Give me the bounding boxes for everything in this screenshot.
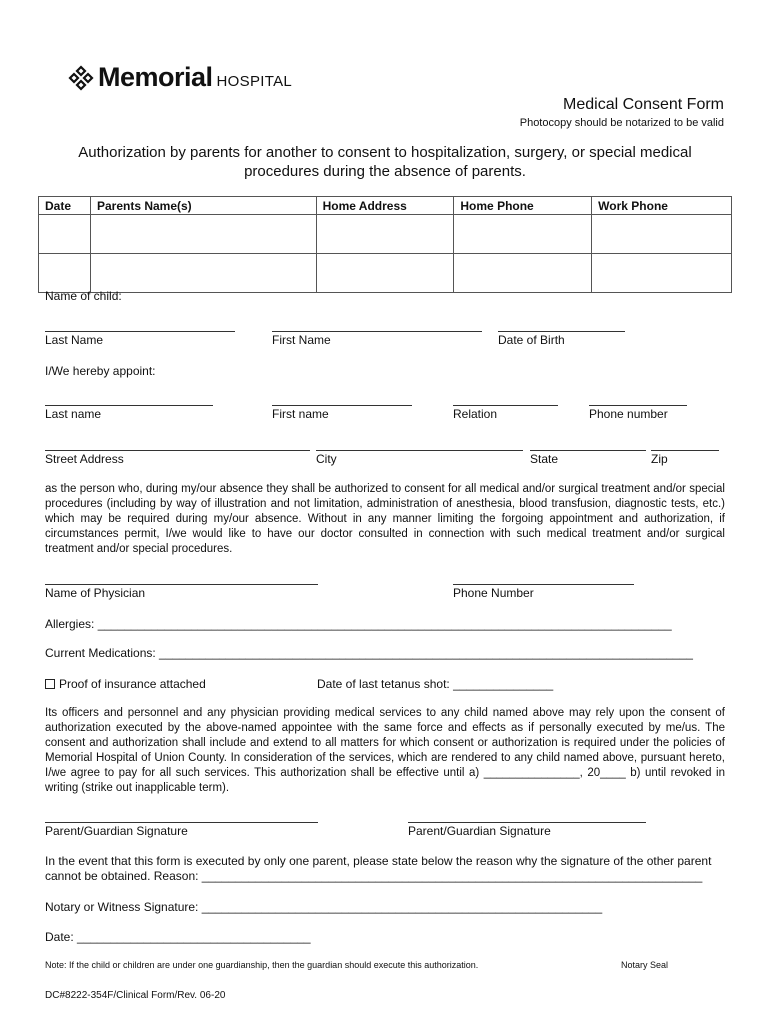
notary-signature-field[interactable]: Notary or Witness Signature: ____________________________________________________________ — [45, 900, 603, 914]
parent-signature-1-label: Parent/Guardian Signature — [45, 824, 188, 838]
insurance-checkbox[interactable] — [45, 679, 55, 689]
zip-label: Zip — [651, 452, 668, 466]
appointee-phone-field[interactable] — [589, 405, 687, 406]
appointee-phone-label: Phone number — [589, 407, 668, 421]
cell-input[interactable] — [454, 254, 592, 293]
cell-input[interactable] — [39, 215, 91, 254]
child-dob-field[interactable] — [498, 331, 625, 332]
consent-paragraph: Its officers and personnel and any physician providing medical services to any child named above may rely upon the consent of authorization executed by the above-named appointee with the same force and effects as if personally executed by me/us. The consent and authorization shall include and extend to all matters for which consent or authorization is required under the policies of Memorial Hospital of Union County. In consideration of the services, which are rendered to any child named above, pursuant hereto, I/we agree to pay for all such services. This authorization shall be effective until a) _______________, 20____ b) until revoked in writing (strike out inapplicable term). — [45, 707, 725, 794]
physician-phone-field[interactable] — [453, 584, 634, 585]
col-home-phone: Home Phone — [454, 197, 592, 215]
child-last-name-label: Last Name — [45, 333, 104, 347]
cell-input[interactable] — [592, 254, 732, 293]
city-label: City — [316, 452, 337, 466]
col-work-phone: Work Phone — [592, 197, 732, 215]
zip-field[interactable] — [651, 450, 719, 451]
hospital-logo — [68, 62, 292, 93]
logo-sub-text: HOSPITAL — [216, 72, 293, 90]
child-first-name-label: First Name — [272, 333, 331, 347]
insurance-label: Proof of insurance attached — [59, 677, 206, 691]
child-heading: Name of child: — [45, 289, 122, 303]
city-field[interactable] — [316, 450, 523, 451]
appointee-last-name-field[interactable] — [45, 405, 213, 406]
physician-name-field[interactable] — [45, 584, 318, 585]
insurance-checkbox-row[interactable] — [45, 677, 206, 691]
notary-seal-label: Notary Seal — [621, 960, 669, 970]
child-first-name-field[interactable] — [272, 331, 482, 332]
child-last-name-field[interactable] — [45, 331, 235, 332]
table-header-row — [39, 197, 732, 215]
parents-table — [38, 196, 732, 293]
parent-signature-2-label: Parent/Guardian Signature — [408, 824, 551, 838]
physician-phone-label: Phone Number — [453, 586, 534, 600]
cell-input[interactable] — [316, 254, 454, 293]
form-footer-code: DC#8222-354F/Clinical Form/Rev. 06-20 — [45, 990, 226, 1001]
appointee-first-name-label: First name — [272, 407, 329, 421]
guardianship-note: Note: If the child or children are under one guardianship, then the guardian should execute this authorization. — [45, 960, 479, 970]
authorization-paragraph: as the person who, during my/our absence they shall be authorized to consent for all medical and/or surgical treatment and/or special procedures (including by way of illustration and not limitation, administration of anesthesia, blood transfusion, diagnostic tests, etc.) which may be required during my/our absence. Without in any manner limiting the forgoing appointment and authorization, if circumstances permit, I/we would like to have our doctor consulted in connection with such medical treatment and/or surgical treatment and/or special procedures. — [45, 483, 725, 555]
logo-main-text: Memorial — [98, 62, 213, 92]
cell-input[interactable] — [39, 254, 91, 293]
state-label: State — [530, 452, 559, 466]
form-title: Medical Consent Form — [563, 96, 724, 113]
allergies-field[interactable]: Allergies: ______________________________________________________________________________________ — [45, 617, 672, 631]
form-subtitle: Photocopy should be notarized to be valid — [519, 117, 724, 129]
physician-name-label: Name of Physician — [45, 586, 146, 600]
table-row — [39, 215, 732, 254]
appointee-first-name-field[interactable] — [272, 405, 412, 406]
appoint-heading: I/We hereby appoint: — [45, 364, 156, 378]
hospital-logo-icon — [68, 65, 94, 91]
cell-input[interactable] — [316, 215, 454, 254]
medications-field[interactable]: Current Medications: ________________________________________________________________________________ — [45, 646, 693, 660]
date-field[interactable]: Date: ___________________________________ — [45, 930, 311, 944]
single-parent-reason-field[interactable]: In the event that this form is executed by only one parent, please state below the reason why the signature of the other parent cannot be obtained. Reason: ___________________________________________________________________________ — [45, 854, 712, 883]
col-date: Date — [39, 197, 91, 215]
street-address-label: Street Address — [45, 452, 124, 466]
parent-signature-1-field[interactable] — [45, 822, 318, 823]
cell-input[interactable] — [90, 215, 316, 254]
cell-input[interactable] — [90, 254, 316, 293]
form-headline: Authorization by parents for another to consent to hospitalization, surgery, or special medical procedures during the absence of parents. — [78, 144, 692, 180]
tetanus-field[interactable]: Date of last tetanus shot: _______________ — [317, 677, 554, 691]
cell-input[interactable] — [454, 215, 592, 254]
table-row — [39, 254, 732, 293]
child-dob-label: Date of Birth — [498, 333, 565, 347]
appointee-relation-field[interactable] — [453, 405, 558, 406]
col-parents-names: Parents Name(s) — [90, 197, 316, 215]
parent-signature-2-field[interactable] — [408, 822, 646, 823]
street-address-field[interactable] — [45, 450, 310, 451]
cell-input[interactable] — [592, 215, 732, 254]
appointee-last-name-label: Last name — [45, 407, 102, 421]
state-field[interactable] — [530, 450, 646, 451]
appointee-relation-label: Relation — [453, 407, 498, 421]
col-home-address: Home Address — [316, 197, 454, 215]
